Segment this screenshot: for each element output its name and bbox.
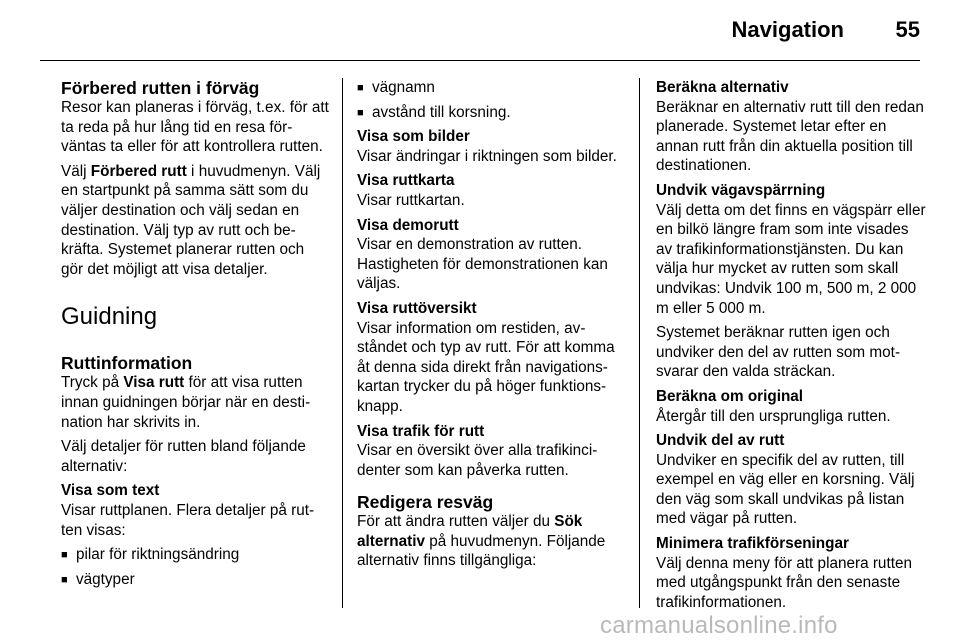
list-item xyxy=(61,570,329,591)
term-visa-ruttoversikt: Visa ruttöversikt xyxy=(357,299,477,317)
text-run: i huvudmenyn. Välj en startpunkt på samma sätt som du väljer destination och välj sedan en destination. Välj typ av rutt och bekräfta. Systemet planerar rutten och gör det möjligt att visa detaljer. xyxy=(61,162,321,278)
paragraph-berakna-om-original: Återgår till den ursprungliga rutten. xyxy=(656,407,891,425)
paragraph-visa-ruttoversikt: Visar information om restiden, avståndet och typ av rutt. För att komma åt denna sida direkt från navigationskartan trycker du på höger funktionsknapp. xyxy=(357,319,615,415)
page-number: 55 xyxy=(895,17,920,42)
term-undvik-del-av-rutt: Undvik del av rutt xyxy=(656,432,785,450)
text-run: för att visa rutten innan guidningen börjar när en destination har skrivits in. xyxy=(61,374,311,431)
list-item-text: vägtyper xyxy=(76,570,135,588)
column-divider-1 xyxy=(342,78,343,608)
watermark-text: carmanualsonline.info xyxy=(600,612,838,639)
header-divider xyxy=(40,60,920,61)
menu-term-forbered-rutt: Förbered rutt xyxy=(90,162,187,180)
list-item xyxy=(61,545,329,566)
bullet-icon: ■ xyxy=(61,573,68,586)
menu-term-sok-alternativ: Sök alternativ xyxy=(357,513,583,550)
heading-redigera-resvag: Redigera resväg xyxy=(357,492,494,513)
header-title: Navigation xyxy=(731,17,844,42)
menu-term-visa-rutt: Visa rutt xyxy=(123,374,185,392)
term-visa-demorutt: Visa demorutt xyxy=(357,216,459,234)
bullet-icon: ■ xyxy=(61,549,68,562)
column-3 xyxy=(656,78,926,617)
paragraph-visa-som-bilder: Visar ändringar i riktningen som bilder. xyxy=(357,147,617,165)
paragraph-berakna-alternativ: Beräknar en alternativ rutt till den redan planerade. Systemet letar efter en annan rutt från din aktuella position till destinationen. xyxy=(656,98,924,175)
term-visa-ruttkarta: Visa ruttkarta xyxy=(357,172,455,190)
heading-ruttinformation: Ruttinformation xyxy=(61,353,193,374)
paragraph-redigera xyxy=(357,512,625,571)
term-berakna-om-original: Beräkna om original xyxy=(656,387,804,405)
list-item xyxy=(357,103,625,124)
paragraph-undvik-vagavsparrning: Välj detta om det finns en vägspärr eller en bilkö längre fram som inte visades av trafikinformationstjänsten. Du kan välja hur mycket av rutten som skall undvikas: Undvik 100 m, 500 m, 2 000 m eller 5 000 m. xyxy=(656,201,926,317)
paragraph-minimera-trafikforseningar: Välj denna meny för att planera rutten med utgångspunkt från den senaste trafikinformationen. xyxy=(656,554,912,611)
paragraph-visa-ruttkarta: Visar ruttkartan. xyxy=(357,191,465,209)
paragraph-visa-som-text: Visar ruttplanen. Flera detaljer på rutten visas: xyxy=(61,501,315,539)
page-header xyxy=(0,0,960,62)
bullet-icon: ■ xyxy=(357,106,364,119)
paragraph-forbered-intro: Resor kan planeras i förväg, t.ex. för att ta reda på hur lång tid en resa förväntas ta eller för att kontrollera rutten. xyxy=(61,99,329,156)
list-item-text: vägnamn xyxy=(372,79,435,96)
text-run: på huvudmenyn. Följande alternativ finns tillgängliga: xyxy=(357,532,606,570)
text-run: Tryck på xyxy=(61,374,124,392)
paragraph-valj-detaljer: Välj detaljer för rutten bland följande alternativ: xyxy=(61,438,306,475)
paragraph-undvik-del-av-rutt: Undviker en specifik del av rutten, till exempel en väg eller en korsning. Välj den väg som skall undvikas på listan med vägar på rutten. xyxy=(656,451,915,528)
paragraph-ruttinfo xyxy=(61,373,329,432)
text-run: För att ändra rutten väljer du xyxy=(357,513,555,531)
bullet-icon: ■ xyxy=(357,82,364,94)
paragraph-forbered-steps xyxy=(61,162,329,280)
term-visa-som-text: Visa som text xyxy=(61,482,160,500)
term-berakna-alternativ: Beräkna alternativ xyxy=(656,79,789,96)
paragraph-undvik-recalc: Systemet beräknar rutten igen och undviker den del av rutten som motsvarar den valda sträckan. xyxy=(656,324,901,381)
paragraph-visa-demorutt: Visar en demonstration av rutten. Hastigheten för demonstrationen kan väljas. xyxy=(357,236,608,293)
heading-guidning: Guidning xyxy=(61,303,158,331)
list-item-text: avstånd till korsning. xyxy=(372,103,511,121)
term-visa-trafik: Visa trafik för rutt xyxy=(357,422,485,440)
column-2 xyxy=(357,78,625,576)
term-minimera-trafikforseningar: Minimera trafikförseningar xyxy=(656,535,849,553)
term-visa-som-bilder: Visa som bilder xyxy=(357,128,470,146)
column-1 xyxy=(61,78,329,594)
heading-forbered-rutten: Förbered rutten i förväg xyxy=(61,78,260,98)
column-divider-2 xyxy=(639,78,640,608)
list-item-text: pilar för riktningsändring xyxy=(76,546,240,564)
text-run: Välj xyxy=(61,162,91,180)
term-undvik-vagavsparrning: Undvik vägavspärrning xyxy=(656,181,826,199)
paragraph-visa-trafik: Visar en översikt över alla trafikincidenter som kan påverka rutten. xyxy=(357,442,598,479)
list-item xyxy=(357,78,625,99)
